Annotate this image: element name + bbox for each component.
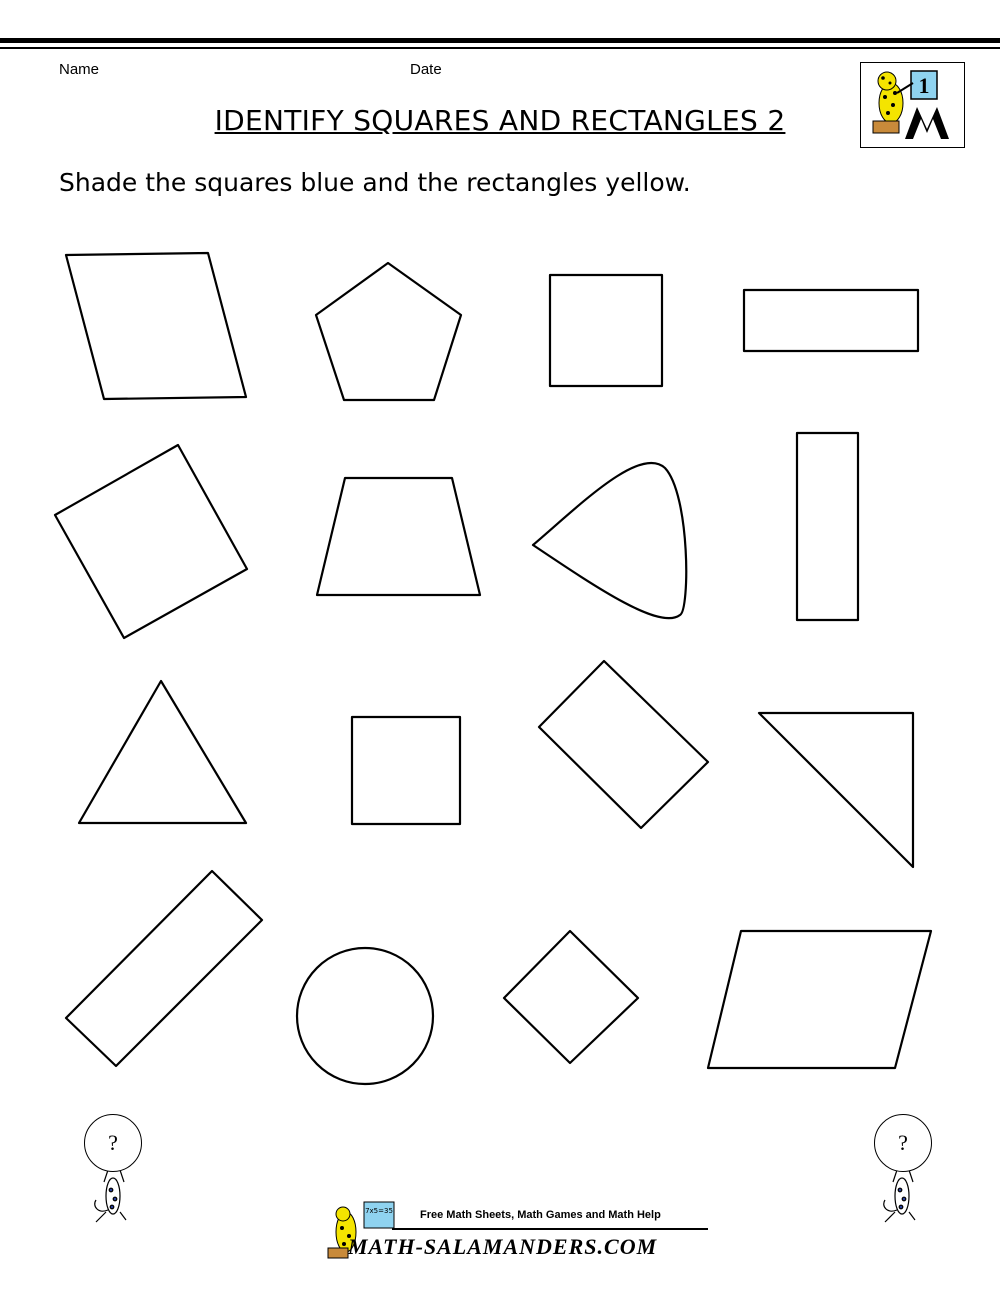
diagonal-rectangle-shape[interactable] <box>66 871 262 1066</box>
square-shape-2[interactable] <box>352 717 460 824</box>
rhombus-shape[interactable] <box>66 253 246 399</box>
parallelogram-shape[interactable] <box>708 931 931 1068</box>
circle-shape[interactable] <box>297 948 433 1084</box>
footer-rule <box>392 1228 708 1230</box>
worksheet-title: IDENTIFY SQUARES AND RECTANGLES 2 <box>214 104 786 137</box>
footer-logo-math: 7x5=35 <box>365 1207 393 1215</box>
right-triangle-shape[interactable] <box>759 713 913 867</box>
instruction-text: Shade the squares blue and the rectangles yellow. <box>59 168 691 197</box>
rectangle-shape-1[interactable] <box>744 290 918 351</box>
footer-brand: MATH-SALAMANDERS.COM <box>348 1234 658 1259</box>
right-question-bubble: ? <box>874 1114 932 1172</box>
right-mascot-icon <box>884 1170 915 1222</box>
name-label: Name <box>59 61 100 78</box>
trapezoid-shape[interactable] <box>317 478 480 595</box>
diamond-square-shape[interactable] <box>504 931 638 1063</box>
footer-tagline: Free Math Sheets, Math Games and Math Help <box>420 1209 661 1221</box>
tilted-square-shape[interactable] <box>55 445 247 638</box>
left-question-bubble: ? <box>84 1114 142 1172</box>
date-label: Date <box>410 61 442 78</box>
tall-rectangle-shape[interactable] <box>797 433 858 620</box>
tilted-rectangle-shape[interactable] <box>539 661 708 828</box>
pentagon-shape[interactable] <box>316 263 461 400</box>
teardrop-shape[interactable] <box>533 463 686 618</box>
left-mascot-icon <box>95 1170 126 1222</box>
logo-number: 1 <box>918 73 930 98</box>
triangle-shape[interactable] <box>79 681 246 823</box>
square-shape-1[interactable] <box>550 275 662 386</box>
